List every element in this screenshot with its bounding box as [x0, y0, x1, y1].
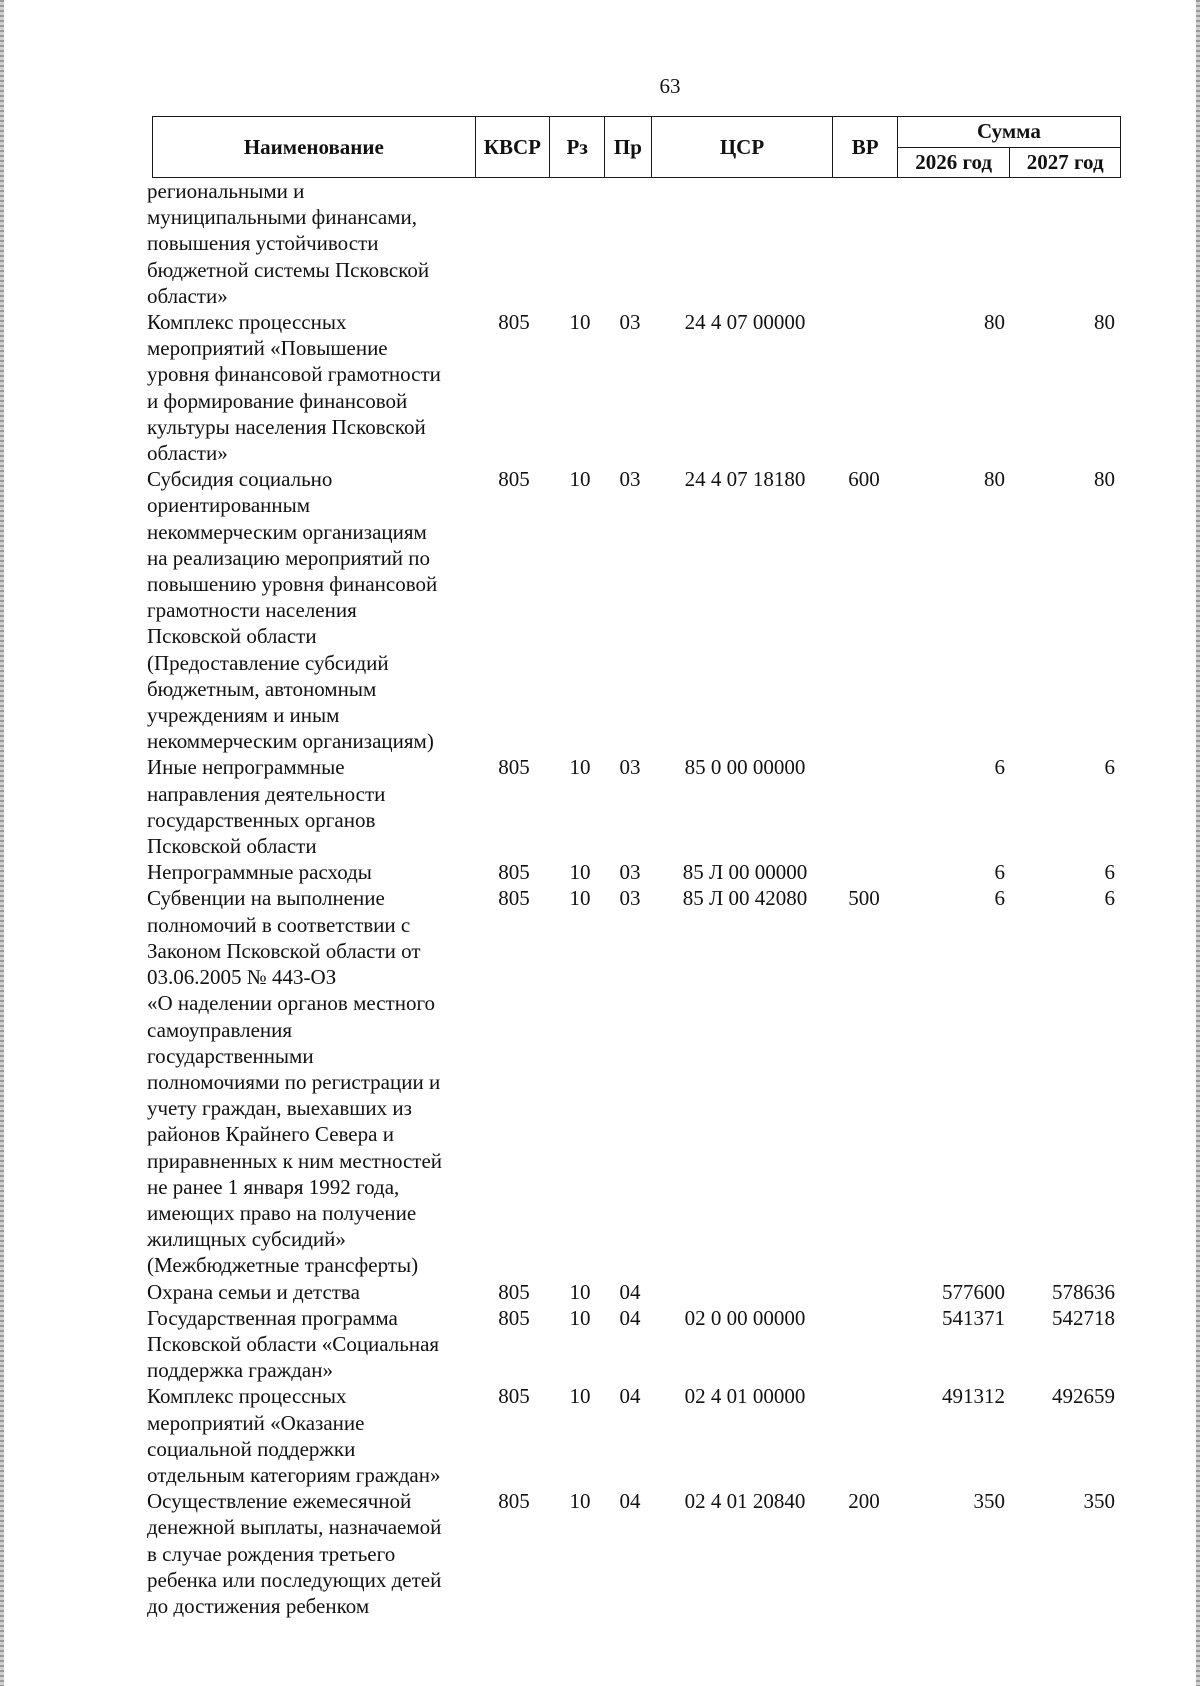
row-csr: 24 4 07 00000 — [684, 310, 806, 335]
row-pr: 04 — [619, 1489, 641, 1514]
row-amount-2026: 577600 — [942, 1279, 1005, 1304]
row-pr: 03 — [619, 860, 641, 885]
row-vr: 600 — [848, 467, 880, 492]
header-year-2026: 2026 год — [897, 147, 1010, 178]
row-name: Комплекс процессных мероприятий «Повышение уровня финансовой грамотности и формирование финансовой культуры населения Псковской области» — [147, 310, 441, 466]
header-csr: ЦСР — [651, 117, 833, 178]
row-amount-2026: 80 — [984, 467, 1005, 492]
row-amount-2026: 350 — [973, 1489, 1005, 1514]
header-pr: Пр — [605, 117, 651, 178]
row-amount-2027: 492659 — [1052, 1384, 1115, 1409]
row-amount-2026: 6 — [994, 860, 1005, 885]
row-vr: 500 — [848, 886, 880, 911]
row-name: Иные непрограммные направления деятельности государственных органов Псковской области — [147, 755, 386, 859]
header-name: Наименование — [153, 117, 476, 178]
row-pr: 03 — [619, 755, 641, 780]
row-name: Субвенции на выполнение полномочий в соответствии с Законом Псковской области от 03.06.2005 № 443-ОЗ «О наделении органов местного самоуправления государственными полномочиями по регистрации и учету граждан, выехавших из районов Крайнего Севера и приравненных к ним местностей не ранее 1 января 1992 года, имеющих право на получение жилищных субсидий» (Межбюджетные трансферты) — [147, 886, 443, 1278]
row-amount-2026: 541371 — [942, 1305, 1005, 1330]
row-amount-2027: 80 — [1094, 467, 1115, 492]
table-row — [0, 754, 1200, 859]
row-name: Осуществление ежемесячной денежной выплаты, назначаемой в случае рождения третьего ребенка или последующих детей до достижения ребенком — [147, 1489, 442, 1618]
table-row — [0, 885, 1200, 1278]
table-row — [0, 1488, 1200, 1619]
row-kvsr: 805 — [498, 1384, 530, 1409]
header-kvsr: КВСР — [475, 117, 549, 178]
table-body — [0, 178, 1200, 1619]
row-amount-2027: 6 — [1104, 755, 1115, 780]
row-csr: 24 4 07 18180 — [684, 467, 806, 492]
row-rz: 10 — [569, 1489, 591, 1514]
row-amount-2026: 491312 — [942, 1384, 1005, 1409]
row-amount-2027: 6 — [1104, 886, 1115, 911]
row-pr: 04 — [619, 1305, 641, 1330]
table-row — [0, 1305, 1200, 1384]
table-row — [0, 859, 1200, 885]
row-kvsr: 805 — [498, 1305, 530, 1330]
row-amount-2027: 80 — [1094, 310, 1115, 335]
row-csr: 85 Л 00 00000 — [682, 860, 808, 885]
table-row — [0, 466, 1200, 754]
row-amount-2027: 350 — [1083, 1489, 1115, 1514]
row-pr: 04 — [619, 1384, 641, 1409]
row-rz: 10 — [569, 755, 591, 780]
row-rz: 10 — [569, 860, 591, 885]
row-amount-2027: 6 — [1104, 860, 1115, 885]
table-header — [152, 116, 1121, 178]
row-name: региональными и муниципальными финансами, повышения устойчивости бюджетной системы Псковской области» — [147, 179, 430, 308]
row-csr: 02 4 01 20840 — [684, 1489, 806, 1514]
row-amount-2026: 6 — [994, 886, 1005, 911]
table-row — [0, 1279, 1200, 1305]
header-rz: Рз — [550, 117, 605, 178]
row-csr: 02 0 00 00000 — [684, 1305, 806, 1330]
row-kvsr: 805 — [498, 886, 530, 911]
table-row — [0, 1383, 1200, 1488]
row-csr: 85 Л 00 42080 — [682, 886, 808, 911]
row-rz: 10 — [569, 1305, 591, 1330]
row-kvsr: 805 — [498, 310, 530, 335]
row-rz: 10 — [569, 467, 591, 492]
table-row — [0, 178, 1200, 309]
row-rz: 10 — [569, 1384, 591, 1409]
row-kvsr: 805 — [498, 1279, 530, 1304]
table-row — [0, 309, 1200, 466]
row-amount-2027: 578636 — [1052, 1279, 1115, 1304]
header-sum: Сумма — [897, 117, 1120, 148]
row-pr: 03 — [619, 886, 641, 911]
header-vr: ВР — [833, 117, 897, 178]
row-pr: 03 — [619, 467, 641, 492]
row-amount-2026: 80 — [984, 310, 1005, 335]
row-amount-2027: 542718 — [1052, 1305, 1115, 1330]
row-name: Государственная программа Псковской области «Социальная поддержка граждан» — [147, 1305, 440, 1383]
row-rz: 10 — [569, 886, 591, 911]
row-name: Охрана семьи и детства — [147, 1279, 360, 1304]
row-kvsr: 805 — [498, 860, 530, 885]
row-rz: 10 — [569, 1279, 591, 1304]
row-vr: 200 — [848, 1489, 880, 1514]
page-number: 63 — [659, 74, 681, 98]
row-kvsr: 805 — [498, 1489, 530, 1514]
row-name: Непрограммные расходы — [147, 860, 372, 885]
row-pr: 03 — [619, 310, 641, 335]
row-name: Субсидия социально ориентированным некоммерческим организациям на реализацию мероприятий по повышению уровня финансовой грамотности населения Псковской области (Предоставление субсидий бюджетным, автономным учреждениям и иным некоммерческим организациям) — [147, 467, 438, 754]
row-csr: 85 0 00 00000 — [684, 755, 806, 780]
row-pr: 04 — [619, 1279, 641, 1304]
row-rz: 10 — [569, 310, 591, 335]
row-csr: 02 4 01 00000 — [684, 1384, 806, 1409]
row-kvsr: 805 — [498, 755, 530, 780]
row-name: Комплекс процессных мероприятий «Оказание социальной поддержки отдельным категориям граждан» — [147, 1384, 441, 1487]
header-year-2027: 2027 год — [1010, 147, 1121, 178]
row-kvsr: 805 — [498, 467, 530, 492]
row-amount-2026: 6 — [994, 755, 1005, 780]
